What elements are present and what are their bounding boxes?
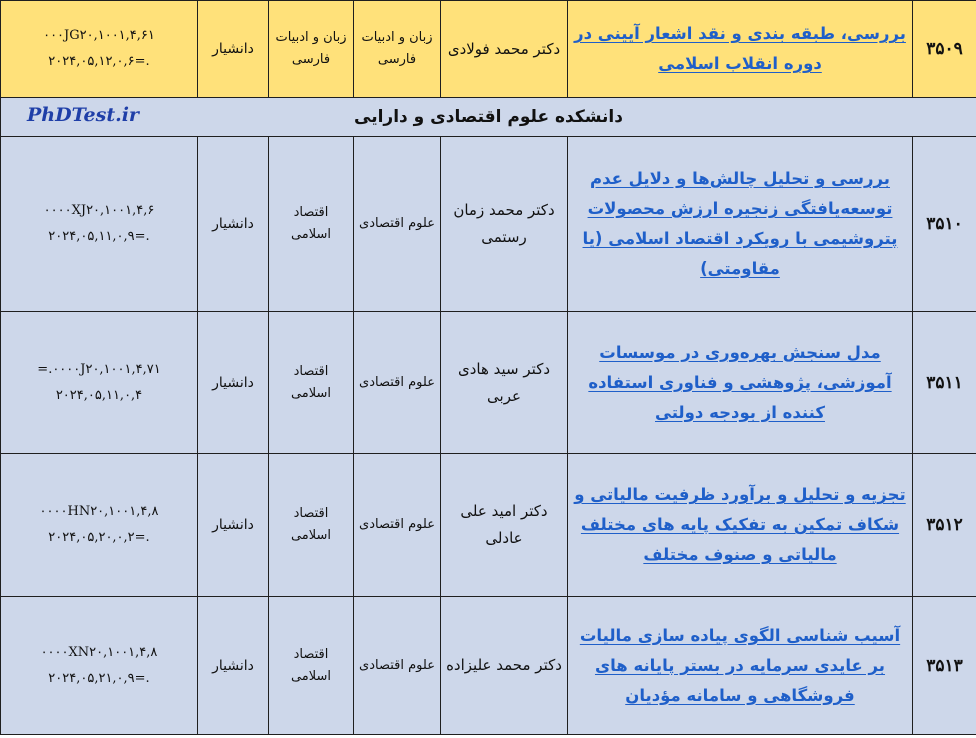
row-number: ۳۵۱۱ (913, 312, 976, 454)
record-code (1, 454, 198, 597)
field-name: اقتصاد اسلامی (269, 454, 354, 597)
department-name: علوم اقتصادی (354, 597, 441, 735)
code-line-1: ۰۰۰۰XN۲۰,۱۰۰۱,۴,۸ (40, 644, 158, 660)
table-row (1, 1, 976, 98)
code-line-2: ۲۰۲۴,۰۵,۱۱,۰,۹=. (48, 229, 150, 244)
supervisor-name: دکتر محمد فولادی (441, 1, 568, 98)
supervisor-name: دکتر محمد علیزاده (441, 597, 568, 735)
faculty-header-row (1, 98, 976, 137)
code-line-1: ۰۰۰۰XJ۲۰,۱۰۰۱,۴,۶ (43, 203, 155, 218)
code-line-1: ۰۰۰JG۲۰,۱۰۰۱,۴,۶۱ (43, 28, 155, 43)
academic-rank: دانشیار (198, 454, 269, 597)
department-name: زبان و ادبیات فارسی (354, 1, 441, 98)
academic-rank: دانشیار (198, 312, 269, 454)
row-number: ۳۵۱۲ (913, 454, 976, 597)
thesis-title-link[interactable]: تجزیه و تحلیل و برآورد ظرفیت مالیاتی و شکاف تمکین به تفکیک پایه های مختلف مالیاتی و صنوف مختلف (574, 485, 906, 564)
academic-rank: دانشیار (198, 1, 269, 98)
record-code (1, 1, 198, 98)
record-code (1, 137, 198, 312)
thesis-title-link[interactable]: آسیب شناسی الگوی پیاده سازی مالیات بر عایدی سرمایه در بستر پایانه های فروشگاهی و سامانه مؤدیان (579, 625, 901, 705)
field-name: اقتصاد اسلامی (269, 312, 354, 454)
code-line-2: ۲۰۲۴,۰۵,۱۲,۰,۶=. (48, 54, 150, 69)
supervisor-name: دکتر امید علی عادلی (441, 454, 568, 597)
table-row (1, 454, 976, 597)
academic-rank: دانشیار (198, 137, 269, 312)
thesis-title-link[interactable]: بررسی، طبقه بندی و نقد اشعار آیینی در دوره انقلاب اسلامی (574, 24, 906, 73)
supervisor-name: دکتر سید هادی عربی (441, 312, 568, 454)
thesis-title-link[interactable]: مدل سنجش بهره‌وری در موسسات آموزشی، پژوهشی و فناوری استفاده کننده از بودجه دولتی (588, 342, 892, 422)
department-name: علوم اقتصادی (354, 137, 441, 312)
code-line-1: =.۰۰۰۰J۲۰,۱۰۰۱,۴,۷۱ (37, 361, 161, 377)
code-line-1: ۰۰۰۰HN۲۰,۱۰۰۱,۴,۸ (39, 504, 159, 519)
row-number: ۳۵۱۳ (913, 597, 976, 735)
code-line-2: ۲۰۲۴,۰۵,۱۱,۰,۴ (55, 387, 143, 403)
row-number: ۳۵۱۰ (913, 137, 976, 312)
field-name: اقتصاد اسلامی (269, 137, 354, 312)
supervisor-name: دکتر محمد زمان رستمی (441, 137, 568, 312)
code-line-2: ۲۰۲۴,۰۵,۲۱,۰,۹=. (48, 670, 150, 686)
record-code (1, 597, 198, 735)
department-name: علوم اقتصادی (354, 454, 441, 597)
row-number: ۳۵۰۹ (913, 1, 976, 98)
department-name: علوم اقتصادی (354, 312, 441, 454)
table-row (1, 137, 976, 312)
table-row (1, 597, 976, 735)
field-name: اقتصاد اسلامی (269, 597, 354, 735)
code-line-2: ۲۰۲۴,۰۵,۲۰,۰,۲=. (48, 530, 150, 545)
faculty-title: دانشکده علوم اقتصادی و دارایی (354, 107, 623, 127)
table-row (1, 312, 976, 454)
record-code (1, 312, 198, 454)
thesis-title-link[interactable]: بررسی و تحلیل چالش‌ها و دلایل عدم توسعه‌یافتگی زنجیره ارزش محصولات پتروشیمی با رویکرد اقتصاد اسلامی (یا مقاومتی) (582, 169, 898, 278)
academic-rank: دانشیار (198, 597, 269, 735)
watermark-logo: PhDTest.ir (27, 104, 139, 126)
field-name: زبان و ادبیات فارسی (269, 1, 354, 98)
